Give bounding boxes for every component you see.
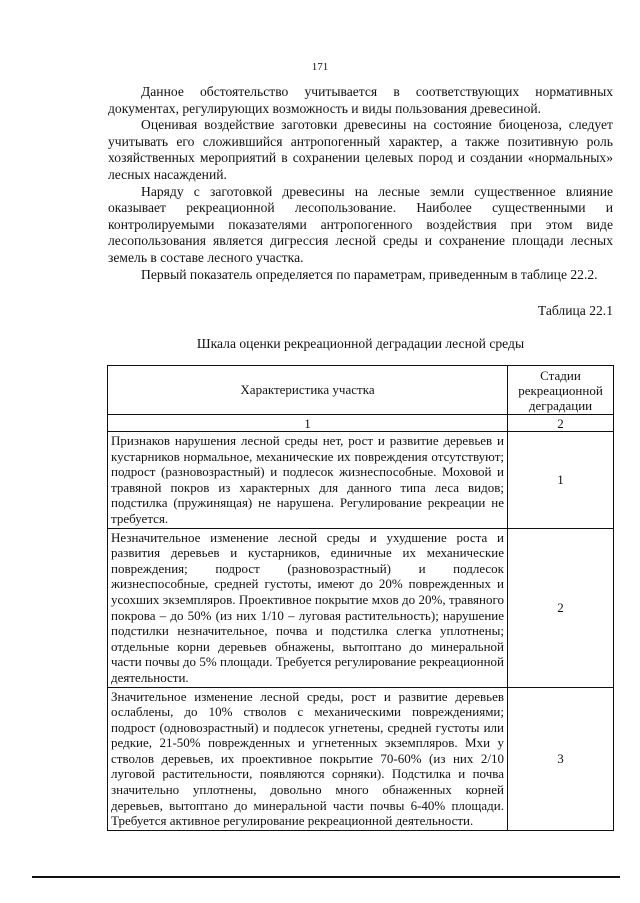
column-number-2: 2: [508, 415, 614, 432]
table-header-row: [108, 366, 614, 415]
paragraph-1: Данное обстоятельство учитывается в соответствующих нормативных документах, регулирующих возможность и виды пользования древесиной.: [108, 84, 613, 116]
degradation-table: [107, 365, 614, 831]
row-stage: 1: [508, 432, 614, 529]
body-text: [108, 84, 613, 283]
table-row: [108, 687, 614, 830]
footer-rule: [32, 876, 620, 878]
table-caption: Таблица 22.1: [537, 303, 613, 318]
column-number-1: 1: [108, 415, 508, 432]
table-row: [108, 528, 614, 687]
row-description: Признаков нарушения лесной среды нет, рост и развитие деревьев и кустарников нормальное, механические их повреждения отсутствуют; подрост (разновозрастный) и подлесок жизнеспособные. Моховой и травяной покров из характерных для данного типа леса видов; подстилка (пружинящая) не нарушена. Регулирование рекреации не требуется.: [108, 432, 508, 529]
row-description: Значительное изменение лесной среды, рост и развитие деревьев ослаблены, до 10% стволов с механическими повреждениями; подрост (одновозрастный) и подлесок угнетены, средней густоты или редкие, 21-50% поврежденных и угнетенных экземпляров. Мхи у стволов деревьев, их проективное покрытие 70-60% (из них 2/10 луговой растительности, появляются сорняки). Подстилка и почва значительно уплотнены, довольно много обнаженных корней деревьев, вытоптано до минеральной части почвы 6-40% площади. Требуется активное регулирование рекреационной деятельности.: [108, 687, 508, 830]
paragraph-4: Первый показатель определяется по параметрам, приведенным в таблице 22.2.: [141, 266, 598, 282]
row-description: Незначительное изменение лесной среды и ухудшение роста и развития деревьев и кустарников, единичные их механические повреждения; подрост (разновозрастный) и подлесок жизнеспособные, средней густоты, имеют до 20% поврежденных и усохших экземпляров. Проективное покрытие мхов до 20%, травяного покрова – до 50% (из них 1/10 – луговая растительность); нарушение подстилки незначительное, почва и подстилка слегка уплотнены; отдельные корни деревьев обнажены, вытоптано до минеральной части почвы до 5% площади. Требуется регулирование рекреационной деятельности.: [108, 528, 508, 687]
header-characteristic: Характеристика участка: [108, 366, 508, 415]
table-row: [108, 432, 614, 529]
page-number: 171: [311, 61, 329, 73]
paragraph-2: Оценивая воздействие заготовки древесины на состояние биоценоза, следует учитывать его сложившийся антропогенный характер, а также позитивную роль хозяйственных мероприятий в сохранении целевых пород и создании «нормальных» лесных насаждений.: [108, 117, 613, 182]
row-stage: 3: [508, 687, 614, 830]
table-title: Шкала оценки рекреационной деградации лесной среды: [196, 336, 525, 351]
row-stage: 2: [508, 528, 614, 687]
column-number-row: [108, 415, 614, 432]
paragraph-3: Наряду с заготовкой древесины на лесные земли существенное влияние оказывает рекреационной лесопользование. Наиболее существенными и контролируемыми показателями антропогенного воздействия при этом виде лесопользования является дигрессия лесной среды и сохранение площади лесных земель в составе лесного участка.: [108, 183, 613, 265]
header-stage: Стадии рекреационной деградации: [508, 366, 614, 415]
